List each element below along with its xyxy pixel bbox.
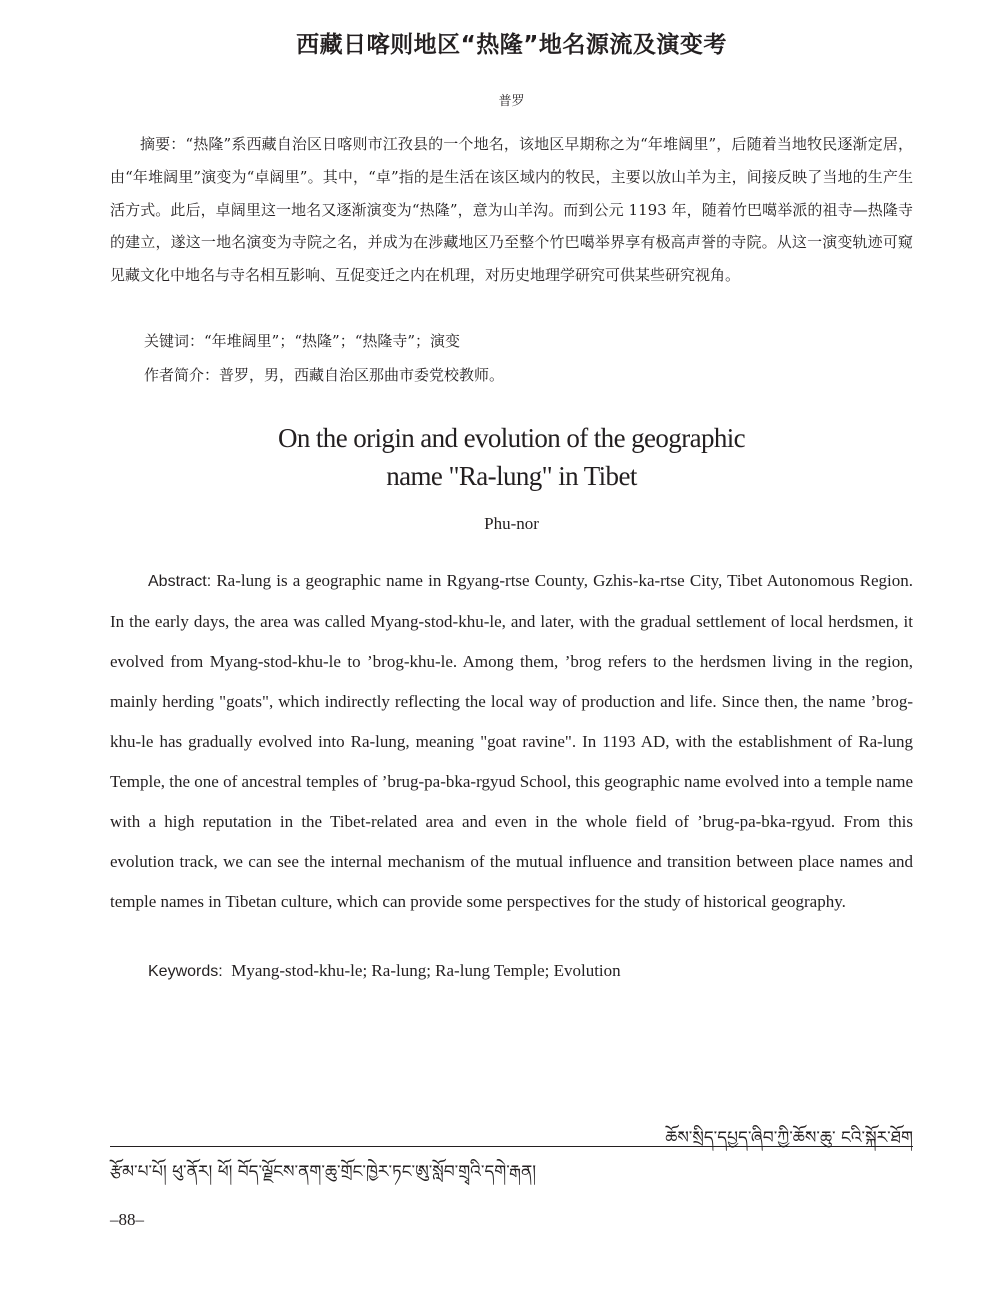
- chinese-abstract-label: 摘要：: [140, 135, 186, 153]
- english-abstract-text: Ra-lung is a geographic name in Rgyang-rtse County, Gzhis-ka-rtse City, Tibet Autonomous Region. In the early days, the area was called Myang-stod-khu-le, and later, with the gradual settlement of local herdsmen, it evolved from Myang-stod-khu-le to ’brog-khu-le. Among them, ’brog refers to the herdsmen living in the region, mainly herding "goats", which indirectly reflecting the local way of production and life. Since then, the name ’brog-khu-le has gradually evolved into Ra-lung, meaning "goat ravine". In 1193 AD, with the establishment of Ra-lung Temple, the one of ancestral temples of ’brug-pa-bka-rgyud School, this geographic name evolved into a temple name with a high reputation in the Tibet-related area and even in the whole field of ’brug-pa-bka-rgyud. From this evolution track, we can see the internal mechanism of the mutual influence and transition between place names and temple names in Tibetan culture, which can provide some perspectives for the study of historical geography.: [110, 571, 914, 911]
- chinese-abstract: [110, 128, 913, 292]
- chinese-title: 西藏日喀则地区“热隆”地名源流及演变考: [296, 32, 727, 58]
- english-keywords-label: Keywords:: [148, 963, 223, 980]
- english-abstract: [110, 561, 913, 922]
- chinese-keywords-label: 关键词：: [144, 332, 205, 350]
- tibetan-running-title: ཆོས་སྲིད་དཔྱད་ཞིབ་ཀྱི་ཆོས་ཆུ་ ངའི་སྐོར་ཐོག: [665, 1128, 913, 1148]
- chinese-abstract-text: “热隆”系西藏自治区日喀则市江孜县的一个地名，该地区早期称之为“年堆阔里”，后随着当地牧民逐渐定居，由“年堆阔里”演变为“卓阔里”。其中，“卓”指的是生活在该区域内的牧民，主要以放山羊为主，间接反映了当地的生产生活方式。此后，卓阔里这一地名又逐渐演变为“热隆”，意为山羊沟。而到公元 1193 年，随着竹巴噶举派的祖寺—热隆寺的建立，遂这一地名演变为寺院之名，并成为在涉藏地区乃至整个竹巴噶举界享有极高声誉的寺院。从这一演变轨迹可窥见藏文化中地名与寺名相互影响、互促变迁之内在机理，对历史地理学研究可供某些研究视角。: [110, 135, 913, 285]
- chinese-keywords-text: “年堆阔里”；“热隆”；“热隆寺”；演变: [204, 332, 461, 350]
- english-title: [110, 419, 913, 495]
- english-title-line-1: On the origin and evolution of the geographic: [277, 423, 746, 453]
- english-keywords-text: Myang-stod-khu-le; Ra-lung; Ra-lung Temple; Evolution: [231, 961, 621, 980]
- chinese-bio-label: 作者简介：: [144, 366, 220, 384]
- chinese-bio-text: 普罗，男，西藏自治区那曲市委党校教师。: [219, 366, 505, 384]
- tibetan-author-note: རྩོམ་པ་པོ། ཕུ་ནོར། ཕོ། བོད་ལྗོངས་ནག་ཆུ་གྲོང་ཁྱེར་ཏང་ཨུ་སློབ་གྲྭའི་དགེ་རྒན།: [110, 1162, 537, 1182]
- english-author: Phu-nor: [484, 514, 539, 533]
- chinese-keywords: [144, 330, 913, 351]
- page-number: –88–: [110, 1210, 144, 1229]
- english-title-line-2: name "Ra-lung" in Tibet: [386, 461, 637, 491]
- english-keywords: [148, 961, 913, 981]
- chinese-author: 普罗: [498, 94, 525, 109]
- chinese-author-bio: [144, 364, 913, 385]
- english-abstract-label: Abstract:: [148, 573, 212, 590]
- footer-divider: [110, 1146, 913, 1147]
